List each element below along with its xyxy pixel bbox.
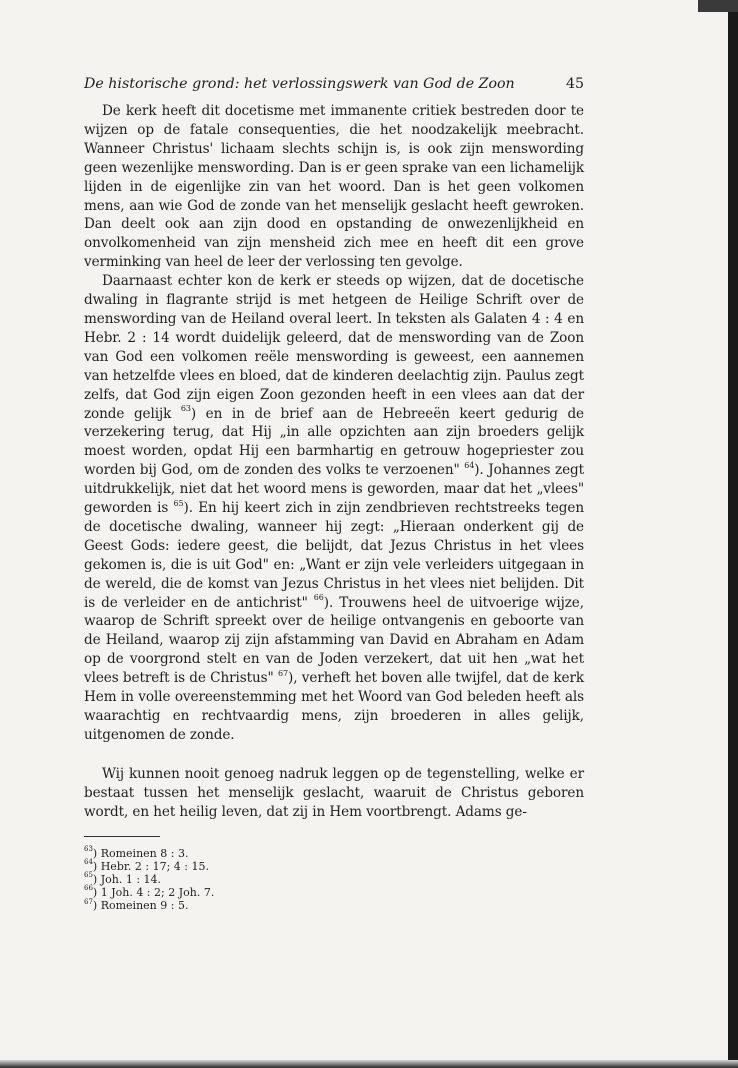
footnote-text: ) Romeinen 8 : 3. [92, 846, 189, 860]
running-header [84, 72, 584, 102]
paragraph-1: De kerk heeft dit docetisme met immanente critiek bestreden door te wijzen op de fatale consequenties, die het noodzakelijk meebracht. Wanneer Christus' lichaam slechts schijn is, is ook zijn menswording geen wezenlijke menswording. Dan is er geen sprake van een lichamelijk lijden in de eigenlijke zin van het woord. Dan is het geen volkomen mens, aan wie God de zonde van het menselijk geslacht heeft gewroken. Dan deelt ook aan zijn dood en opstanding de onwezenlijkheid en onvolkomenheid van zijn mensheid zich mee en heeft dit een grove verminking van heel de leer der verlossing ten gevolge. [84, 103, 584, 271]
page-number: 45 [565, 76, 584, 92]
footnote-number: 65 [84, 871, 93, 880]
paragraph-2 [84, 272, 584, 745]
footnote-number: 64 [84, 858, 93, 867]
paragraph-2-part-d: ). En hij keert zich in zijn zendbrieven rechtstreeks tegen de docetische dwaling, wanneer hij zegt: „Hieraan onderkent gij de Geest Gods: iedere geest, die belijdt, dat Jezus Christus in het vlees gekomen is, die is uit God" en: „Want er zijn vele verleiders uitgegaan in de wereld, die de komst van Jezus Christus in het vlees niet belijden. Dit is de verleider en de antichrist" [84, 500, 584, 611]
footnotes [84, 844, 584, 913]
footnote-ref-66: 66 [313, 593, 324, 603]
paragraph-2-part-f: ), verheft het boven alle twijfel, dat de kerk Hem in volle overeenstemming met het Woord van God beleden heeft als waarachtig en rechtvaardig mens, zijn broederen in alles gelijk, uitgenomen de zonde. [84, 670, 584, 743]
paragraph-3: Wij kunnen nooit genoeg nadruk leggen op de tegenstelling, welke er bestaat tussen het menselijk geslacht, waaruit de Christus geboren wordt, en het heilig leven, dat zij in Hem voortbrengt. Adams ge- [84, 765, 584, 820]
footnote-ref-64: 64 [464, 460, 475, 470]
footnote-64 [84, 860, 584, 873]
paragraph-2-part-a: Daarnaast echter kon de kerk er steeds op wijzen, dat de docetische dwaling in flagrante strijd is met hetgeen de Heilige Schrift over de menswording van de Heiland overal leert. In teksten als Galaten 4 : 4 en Hebr. 2 : 14 wordt duidelijk geleerd, dat de menswording van de Zoon van God een volkomen reële menswording is geweest, een aannemen van hetzelfde vlees en bloed, dat de kinderen deelachtig zijn. Paulus zegt zelfs, dat God zijn eigen Zoon gezonden heeft in een vlees aan dat der zonde gelijk [84, 273, 584, 422]
footnote-text: ) Joh. 1 : 14. [92, 872, 162, 886]
footnote-number: 66 [84, 884, 93, 893]
page [84, 72, 584, 913]
body-text [84, 102, 584, 822]
footnote-number: 63 [84, 844, 93, 853]
footnote-63 [84, 844, 584, 860]
footnote-66 [84, 886, 584, 899]
footnote-ref-67: 67 [278, 668, 289, 678]
scan-edge-top [698, 0, 738, 12]
paragraph-2-part-b: ) en in de brief aan de Hebreeën keert gedurig de verzekering terug, dat Hij „in alle opzichten aan zijn broeders gelijk moest worden, opdat Hij een barmhartig en getrouw hogepriester zou worden bij God, om de zonden des volks te verzoenen" [84, 405, 584, 479]
running-title: De historische grond: het verlossingswerk van God de Zoon [84, 76, 515, 92]
paragraph-2-part-e: ). Trouwens heel de uitvoerige wijze, waarop de Schrift spreekt over de heilige ontvangenis en geboorte van de Heiland, waarop zij zijn afstamming van David en Abraham en Adam op de voorgrond stelt en van de Joden verzekert, dat uit hen „wat het vlees betreft is de Christus" [84, 594, 584, 687]
footnote-67 [84, 899, 584, 912]
scan-edge-right [728, 0, 738, 1068]
footnote-divider [84, 836, 160, 837]
footnote-number: 67 [84, 897, 93, 906]
footnote-ref-65: 65 [173, 498, 184, 508]
footnote-text: ) Romeinen 9 : 5. [92, 899, 189, 913]
scan-edge-bottom [0, 1060, 738, 1068]
footnote-ref-63: 63 [180, 403, 191, 413]
footnote-text: ) Hebr. 2 : 17; 4 : 15. [92, 859, 209, 873]
footnote-text: ) 1 Joh. 4 : 2; 2 Joh. 7. [92, 886, 215, 900]
paragraph-2-part-c: ). Johannes zegt uitdrukkelijk, niet dat het woord mens is geworden, maar dat het „vlees" geworden is [84, 462, 584, 517]
footnote-65 [84, 873, 584, 886]
